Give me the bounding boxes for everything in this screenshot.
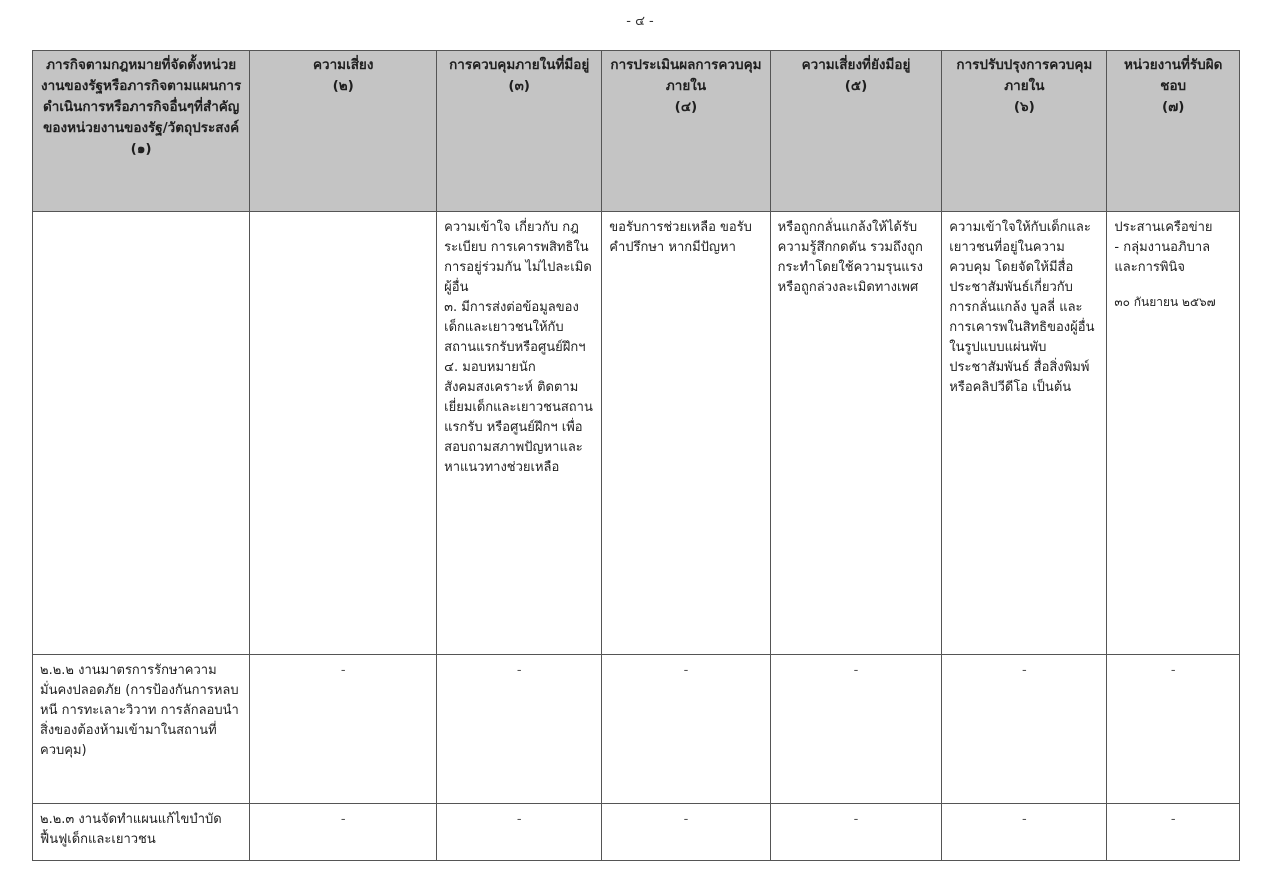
cell-control-improvement: - — [942, 655, 1107, 804]
table-row — [33, 655, 1240, 804]
cell-responsible-unit: - — [1107, 655, 1240, 804]
cell-existing-control: - — [437, 655, 602, 804]
cell-mission: ๒.๒.๓ งานจัดทำแผนแก้ไขบำบัด ฟื้นฟูเด็กและเยาวชน — [33, 804, 250, 861]
header-remaining-risk — [770, 51, 942, 212]
header-remaining-risk-num: (๕) — [844, 78, 868, 94]
header-risk-label: ความเสี่ยง — [312, 57, 374, 73]
header-control-evaluation-label: การประเมินผลการควบคุมภายใน — [610, 57, 762, 94]
header-risk — [250, 51, 437, 212]
cell-control-evaluation: - — [602, 804, 770, 861]
cell-existing-control: - — [437, 804, 602, 861]
header-existing-control-label: การควบคุมภายในที่มีอยู่ — [449, 57, 590, 73]
header-control-improvement-num: (๖) — [1013, 99, 1035, 115]
cell-control-evaluation: ขอรับการช่วยเหลือ ขอรับคำปรึกษา หากมีปัญหา — [602, 212, 770, 655]
header-mission — [33, 51, 250, 212]
header-remaining-risk-label: ความเสี่ยงที่ยังมีอยู่ — [801, 57, 911, 73]
header-mission-label: ภารกิจตามกฎหมายที่จัดตั้งหน่วยงานของรัฐหรือภารกิจตามแผนการดำเนินการหรือภารกิจอื่นๆที่สำคัญของหน่วยงานของรัฐ/วัตถุประสงค์ — [41, 57, 242, 136]
header-control-evaluation-num: (๔) — [674, 99, 698, 115]
header-responsible-unit-num: (๗) — [1161, 99, 1185, 115]
cell-responsible-unit: - — [1107, 804, 1240, 861]
header-control-improvement-label: การปรับปรุงการควบคุมภายใน — [956, 57, 1093, 94]
cell-existing-control: ความเข้าใจ เกี่ยวกับ กฎ ระเบียบ การเคารพสิทธิในการอยู่ร่วมกัน ไม่ไปละเมิดผู้อื่น ๓. มีการส่งต่อข้อมูลของเด็กและเยาวชนให้กับสถานแรกรับหรือศูนย์ฝึกฯ ๔. มอบหมายนักสังคมสงเคราะห์ ติดตามเยี่ยมเด็กและเยาวชนสถานแรกรับ หรือศูนย์ฝึกฯ เพื่อสอบถามสภาพปัญหาและหาแนวทางช่วยเหลือ — [437, 212, 602, 655]
header-existing-control-num: (๓) — [508, 78, 530, 94]
page-number: - ๔ - — [626, 14, 654, 29]
cell-mission: ๒.๒.๒ งานมาตรการรักษาความมั่นคงปลอดภัย (การป้องกันการหลบหนี การทะเลาะวิวาท การลักลอบนำสิ่งของต้องห้ามเข้ามาในสถานที่ควบคุม) — [33, 655, 250, 804]
cell-risk: - — [250, 804, 437, 861]
table-header-row — [33, 51, 1240, 212]
header-existing-control — [437, 51, 602, 212]
cell-risk — [250, 212, 437, 655]
header-responsible-unit — [1107, 51, 1240, 212]
responsible-unit-text: ประสานเครือข่าย - กลุ่มงานอภิบาลและการพินิจ — [1114, 220, 1213, 275]
cell-risk: - — [250, 655, 437, 804]
due-date: ๓๐ กันยายน ๒๕๖๗ — [1114, 295, 1216, 309]
cell-responsible-unit — [1107, 212, 1240, 655]
header-risk-num: (๒) — [332, 78, 354, 94]
cell-control-evaluation: - — [602, 655, 770, 804]
header-control-improvement — [942, 51, 1107, 212]
table-row — [33, 804, 1240, 861]
header-responsible-unit-label: หน่วยงานที่รับผิดชอบ — [1124, 57, 1223, 94]
cell-control-improvement: - — [942, 804, 1107, 861]
cell-control-improvement: ความเข้าใจให้กับเด็กและเยาวชนที่อยู่ในความควบคุม โดยจัดให้มีสื่อประชาสัมพันธ์เกี่ยวกับการกลั่นแกล้ง บูลลี่ และการเคารพในสิทธิของผู้อื่น ในรูปแบบแผ่นพับ ประชาสัมพันธ์ สื่อสิ่งพิมพ์ หรือคลิปวีดีโอ เป็นต้น — [942, 212, 1107, 655]
table-row — [33, 212, 1240, 655]
cell-remaining-risk: - — [770, 804, 942, 861]
cell-mission — [33, 212, 250, 655]
cell-remaining-risk: - — [770, 655, 942, 804]
internal-control-table — [32, 50, 1240, 861]
cell-remaining-risk: หรือถูกกลั่นแกล้งให้ได้รับความรู้สึกกดดัน รวมถึงถูกกระทำโดยใช้ความรุนแรง หรือถูกล่วงละเมิดทางเพศ — [770, 212, 942, 655]
header-control-evaluation — [602, 51, 770, 212]
header-mission-num: (๑) — [130, 141, 152, 157]
